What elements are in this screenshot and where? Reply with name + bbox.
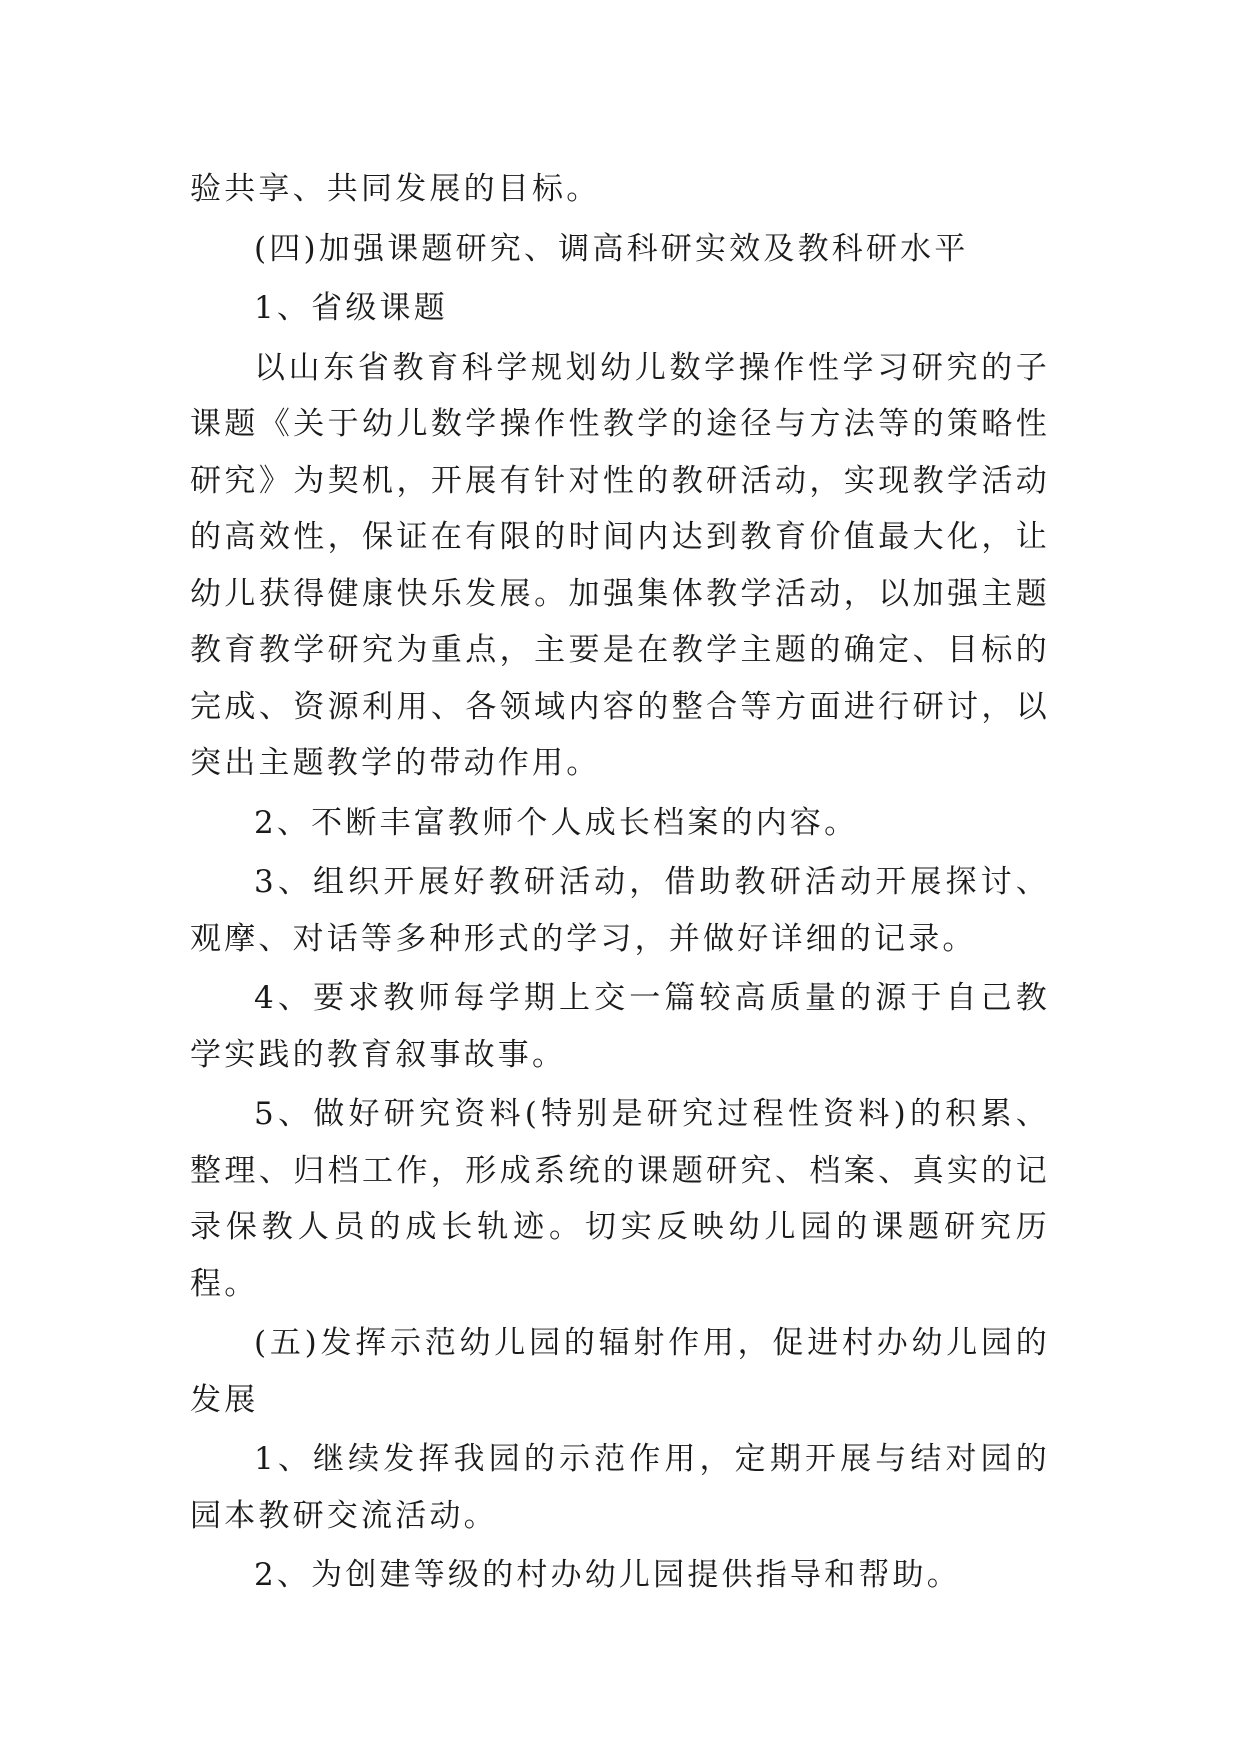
section-heading-4: (四)加强课题研究、调高科研实效及教科研水平 <box>254 230 969 267</box>
item-heading-provincial-project: 1、省级课题 <box>254 290 448 326</box>
paragraph-provincial-project: 以山东省教育科学规划幼儿数学操作性学习研究的子课题《关于幼儿数学操作性教学的途径与方法等的策略性研究》为契机，开展有针对性的教研活动，实现教学活动的高效性，保证在有限的时间内达到教育价值最大化，让幼儿获得健康快乐发展。加强集体教学活动，以加强主题教育教学研究为重点，主要是在教学主题的确定、目标的完成、资源利用、各领域内容的整合等方面进行研讨，以突出主题教学的带动作用。 <box>190 349 1050 781</box>
list-item-4: 4、要求教师每学期上交一篇较高质量的源于自己教学实践的教育叙事故事。 <box>190 980 1050 1073</box>
list-item-3: 3、组织开展好教研活动，借助教研活动开展探讨、观摩、对话等多种形式的学习，并做好详细的记录。 <box>190 864 1050 957</box>
list-item-2-guidance: 2、为创建等级的村办幼儿园提供指导和帮助。 <box>254 1557 961 1593</box>
section-heading-5: (五)发挥示范幼儿园的辐射作用，促进村办幼儿园的发展 <box>190 1325 1050 1418</box>
list-item-1-demo: 1、继续发挥我园的示范作用，定期开展与结对园的园本教研交流活动。 <box>190 1441 1050 1534</box>
paragraph-continuation: 验共享、共同发展的目标。 <box>190 171 601 207</box>
list-item-5: 5、做好研究资料(特别是研究过程性资料)的积累、整理、归档工作，形成系统的课题研究、档案、真实的记录保教人员的成长轨迹。切实反映幼儿园的课题研究历程。 <box>190 1096 1050 1302</box>
document-body <box>190 161 1050 1604</box>
list-item-2: 2、不断丰富教师个人成长档案的内容。 <box>254 804 859 841</box>
